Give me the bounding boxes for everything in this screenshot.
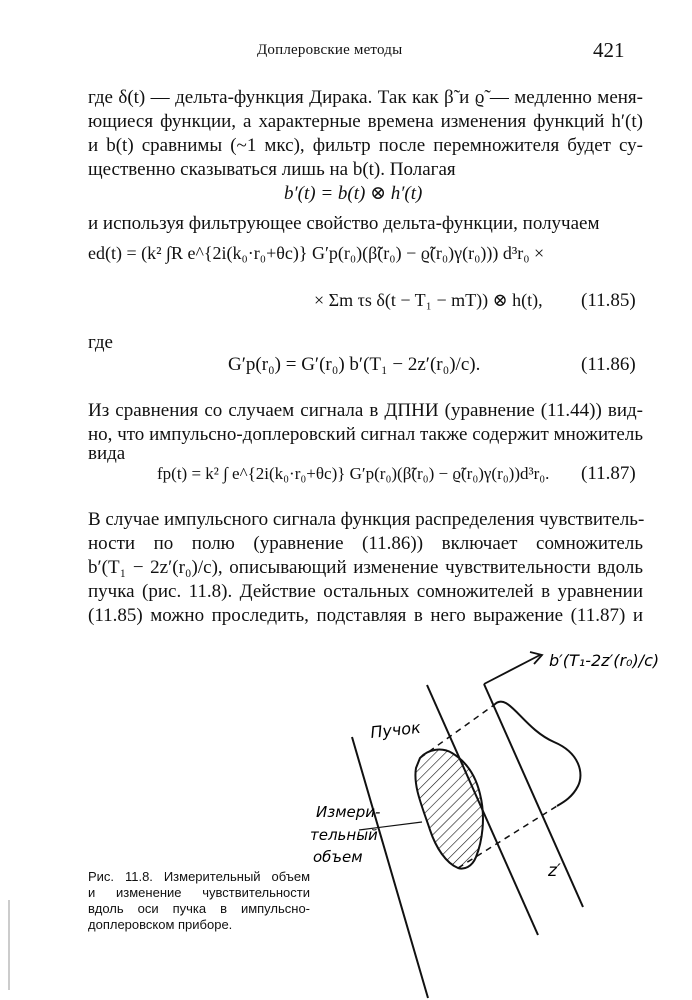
equation-1187: fp(t) = k² ∫ e^{2i(k₀·r₀+θc)} G′p(r₀)(β̃(r₀) − ϱ̃(r₀)γ(r₀))d³r₀. (157, 464, 550, 483)
caption-line-1: Рис. 11.8. Измерительный объем (88, 869, 310, 884)
equation-1185-number: (11.85) (581, 290, 636, 311)
volume-label-line-3: объем (313, 848, 363, 866)
paragraph-1-line-2: ющиеся функции, а характерные времена изменения функций h′(t) (88, 111, 643, 132)
equation-1185-line-2: × Σm τs δ(t − T₁ − mT)) ⊗ h(t), (314, 290, 543, 310)
paragraph-3-line-3: вида (88, 443, 126, 464)
paragraph-1-line-4: щественно сказываться лишь на b(t). Полагая (88, 159, 456, 180)
equation-1187-number: (11.87) (581, 463, 636, 484)
paragraph-4-line-3: b′(T₁ − 2z′(r₀)/c), описывающий изменение чувствительности вдоль (88, 557, 643, 578)
measuring-volume (415, 750, 483, 869)
paragraph-3-line-2: но, что импульсно-доплеровский сигнал также содержит множитель (88, 424, 643, 445)
volume-label-line-2: тельный (310, 826, 378, 844)
equation-1185-line-1: ed(t) = (k² ∫R e^{2i(k₀·r₀+θc)} G′p(r₀)(β̃(r₀) − ϱ̃(r₀)γ(r₀))) d³r₀ × (88, 243, 545, 263)
projection-top (420, 705, 494, 758)
paragraph-4-line-5: (11.85) можно проследить, подставляя в него выражение (11.87) и (88, 605, 643, 626)
where-label: где (88, 332, 113, 353)
scan-edge-mark (8, 900, 10, 990)
paragraph-1-line-1: где δ(t) — дельта-функция Дирака. Так как β̃ и ϱ̃ — медленно меня- (88, 87, 643, 108)
caption-line-4: доплеровском приборе. (88, 917, 233, 932)
page-number: 421 (593, 38, 625, 62)
axis-label: z′ (548, 861, 561, 881)
figure-caption (88, 869, 310, 933)
z-axis (484, 684, 583, 907)
sensitivity-curve (494, 702, 580, 806)
paragraph-2: и используя фильтрующее свойство дельта-функции, получаем (88, 213, 600, 234)
equation-b: b′(t) = b(t) ⊗ h′(t) (284, 183, 423, 204)
beam-label: Пучок (369, 717, 422, 742)
caption-line-2: и изменение чувствительности (88, 885, 310, 900)
running-title: Доплеровские методы (257, 42, 403, 58)
curve-label: b′(T₁-2z′(r₀)/c) (549, 651, 660, 670)
equation-1186: G′p(r₀) = G′(r₀) b′(T₁ − 2z′(r₀)/c). (228, 354, 481, 375)
volume-label-line-1: Измери- (316, 803, 381, 821)
paragraph-1-line-3: и b(t) сравнимы (~1 мкс), фильтр после перемножителя будет су- (88, 135, 643, 156)
equation-1186-number: (11.86) (581, 354, 636, 375)
curve-axis (484, 655, 540, 684)
paragraph-3-line-1: Из сравнения со случаем сигнала в ДПНИ (уравнение (11.44)) вид- (88, 400, 643, 421)
caption-line-3: вдоль оси пучка в импульсно- (88, 901, 310, 916)
paragraph-4-line-2: ности по полю (уравнение (11.86)) включает сомножитель (88, 533, 643, 554)
paragraph-4-line-4: пучка (рис. 11.8). Действие остальных сомножителей в уравнении (88, 581, 643, 602)
paragraph-4-line-1: В случае импульсного сигнала функция распределения чувствитель- (88, 509, 645, 530)
